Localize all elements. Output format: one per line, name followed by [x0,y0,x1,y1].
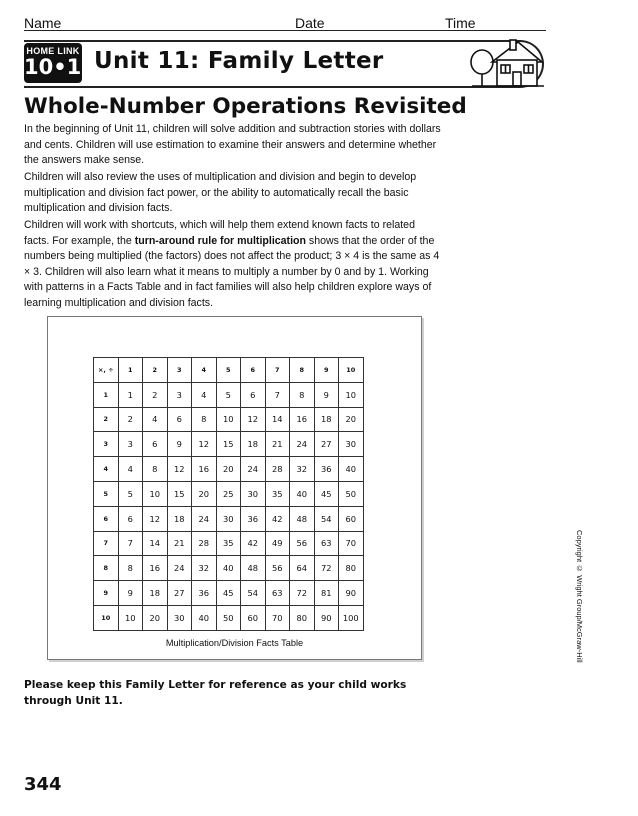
facts-table [93,357,364,631]
facts-cell: 4 [143,407,168,432]
facts-cell: 16 [290,407,315,432]
facts-cell: 80 [290,605,315,630]
facts-row-header: 2 [94,407,119,432]
facts-cell: 36 [192,581,217,606]
facts-cell: 24 [241,457,266,482]
facts-cell: 30 [339,432,364,457]
facts-cell: 4 [192,382,217,407]
facts-cell: 20 [339,407,364,432]
facts-row [94,407,364,432]
facts-cell: 12 [143,506,168,531]
facts-cell: 10 [216,407,241,432]
home-link-label: HOME LINK [26,46,80,56]
facts-row-header: 8 [94,556,119,581]
facts-row-header: 10 [94,605,119,630]
facts-cell: 63 [314,531,339,556]
paragraph-3 [24,218,442,312]
paragraph-3-text-a: Children will work with shortcuts, which will help them extend known facts to related facts. For example, the [24,219,415,247]
facts-cell: 27 [314,432,339,457]
facts-cell: 10 [143,481,168,506]
facts-cell: 90 [314,605,339,630]
facts-table-panel [47,316,422,660]
facts-cell: 27 [167,581,192,606]
facts-cell: 2 [143,382,168,407]
facts-column-header: 8 [290,358,315,383]
facts-cell: 63 [265,581,290,606]
facts-cell: 70 [339,531,364,556]
facts-column-header: 2 [143,358,168,383]
facts-cell: 9 [314,382,339,407]
facts-cell: 35 [216,531,241,556]
facts-cell: 21 [265,432,290,457]
facts-table-caption: Multiplication/Division Facts Table [165,638,304,648]
facts-header-row [94,358,364,383]
paragraph-3-text-b: shows that the order of the numbers being multiplied (the factors) does not affect the product; 3 × 4 is the same as 4 × 3. Children will also learn what it means to multiply a number by 0 and by 1. Working with patterns in a Facts Table and in fact families will also help children explore ways of learning multiplication and division facts. [24,234,440,309]
facts-row [94,581,364,606]
date-label: Date [295,15,325,31]
facts-cell: 7 [265,382,290,407]
facts-row-header: 9 [94,581,119,606]
facts-cell: 6 [241,382,266,407]
facts-cell: 90 [339,581,364,606]
facts-cell: 32 [192,556,217,581]
facts-cell: 12 [241,407,266,432]
facts-cell: 14 [265,407,290,432]
paragraph-1: In the beginning of Unit 11, children will solve addition and subtraction stories with dollars and cents. Children will use estimation to examine their answers and determine whether the answers make sense. [24,123,441,167]
facts-column-header: 6 [241,358,266,383]
header-rule [24,30,546,31]
facts-column-header: 1 [118,358,143,383]
facts-column-header: 7 [265,358,290,383]
facts-cell: 32 [290,457,315,482]
facts-cell: 72 [314,556,339,581]
facts-row-header: 1 [94,382,119,407]
facts-cell: 70 [265,605,290,630]
paragraph-2: Children will also review the uses of multiplication and division and begin to develop multiplication and division fact power, or the ability to automatically recall the basic multiplication and division facts. [24,171,417,215]
facts-cell: 24 [290,432,315,457]
facts-row-header: 6 [94,506,119,531]
facts-cell: 28 [265,457,290,482]
facts-cell: 42 [241,531,266,556]
facts-cell: 54 [314,506,339,531]
facts-cell: 8 [192,407,217,432]
main-title: Whole-Number Operations Revisited [24,94,467,119]
facts-row [94,605,364,630]
facts-column-header: 3 [167,358,192,383]
facts-cell: 3 [118,432,143,457]
facts-cell: 35 [265,481,290,506]
facts-cell: 7 [118,531,143,556]
facts-cell: 6 [118,506,143,531]
facts-cell: 25 [216,481,241,506]
facts-cell: 8 [118,556,143,581]
facts-cell: 3 [167,382,192,407]
facts-cell: 9 [118,581,143,606]
facts-row [94,506,364,531]
facts-cell: 30 [241,481,266,506]
facts-row [94,432,364,457]
facts-cell: 40 [216,556,241,581]
facts-cell: 10 [118,605,143,630]
facts-cell: 42 [265,506,290,531]
facts-row [94,382,364,407]
facts-row [94,481,364,506]
facts-cell: 18 [143,581,168,606]
facts-cell: 60 [241,605,266,630]
facts-cell: 1 [118,382,143,407]
facts-cell: 12 [192,432,217,457]
facts-cell: 16 [192,457,217,482]
facts-cell: 20 [216,457,241,482]
facts-corner-cell: ×, ÷ [94,358,119,383]
facts-cell: 8 [290,382,315,407]
facts-cell: 14 [143,531,168,556]
facts-cell: 5 [216,382,241,407]
facts-cell: 2 [118,407,143,432]
facts-cell: 36 [314,457,339,482]
name-label: Name [24,15,62,31]
facts-column-header: 5 [216,358,241,383]
facts-cell: 8 [143,457,168,482]
facts-cell: 49 [265,531,290,556]
facts-cell: 24 [167,556,192,581]
page-number: 344 [24,774,62,795]
facts-cell: 16 [143,556,168,581]
facts-column-header: 10 [339,358,364,383]
facts-cell: 60 [339,506,364,531]
facts-cell: 36 [241,506,266,531]
facts-cell: 45 [216,581,241,606]
home-link-number: 10•12 [24,55,96,79]
facts-cell: 24 [192,506,217,531]
facts-cell: 12 [167,457,192,482]
facts-cell: 20 [192,481,217,506]
facts-cell: 20 [143,605,168,630]
facts-row-header: 4 [94,457,119,482]
facts-row-header: 5 [94,481,119,506]
facts-cell: 80 [339,556,364,581]
facts-cell: 50 [216,605,241,630]
facts-row-header: 7 [94,531,119,556]
facts-cell: 56 [290,531,315,556]
facts-cell: 5 [118,481,143,506]
copyright-notice: Copyright © Wright Group/McGraw-Hill [575,530,584,663]
facts-cell: 6 [143,432,168,457]
facts-cell: 6 [167,407,192,432]
facts-row-header: 3 [94,432,119,457]
facts-cell: 48 [241,556,266,581]
facts-cell: 72 [290,581,315,606]
facts-cell: 18 [314,407,339,432]
facts-cell: 15 [167,481,192,506]
facts-row [94,531,364,556]
facts-cell: 45 [314,481,339,506]
facts-cell: 9 [167,432,192,457]
facts-cell: 30 [216,506,241,531]
facts-cell: 48 [290,506,315,531]
facts-cell: 56 [265,556,290,581]
facts-cell: 40 [290,481,315,506]
turn-around-rule-term: turn-around rule for multiplication [134,234,306,247]
home-link-badge [24,43,96,83]
facts-cell: 28 [192,531,217,556]
house-icon [470,36,546,88]
time-label: Time [445,15,476,31]
facts-cell: 18 [167,506,192,531]
facts-cell: 21 [167,531,192,556]
facts-cell: 54 [241,581,266,606]
facts-cell: 10 [339,382,364,407]
facts-column-header: 4 [192,358,217,383]
facts-cell: 50 [339,481,364,506]
facts-cell: 40 [339,457,364,482]
unit-title: Unit 11: Family Letter [94,48,384,74]
facts-row [94,556,364,581]
facts-cell: 18 [241,432,266,457]
facts-cell: 4 [118,457,143,482]
facts-cell: 100 [339,605,364,630]
facts-row [94,457,364,482]
facts-cell: 15 [216,432,241,457]
facts-column-header: 9 [314,358,339,383]
facts-cell: 40 [192,605,217,630]
facts-cell: 64 [290,556,315,581]
facts-cell: 30 [167,605,192,630]
closing-note: Please keep this Family Letter for reference as your child works through Unit 11. [24,679,407,707]
facts-cell: 81 [314,581,339,606]
